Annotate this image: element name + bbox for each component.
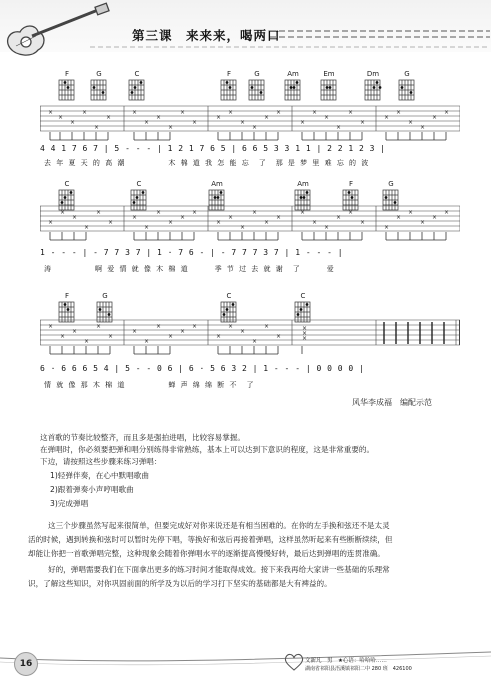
body-paragraph: 这首歌的节奏比较整齐，而且多是强拍进唱，比较容易掌握。 xyxy=(40,433,246,442)
svg-text:×: × xyxy=(72,214,78,221)
svg-text:×: × xyxy=(348,209,354,216)
svg-text:×: × xyxy=(108,333,114,340)
chord-diagram xyxy=(244,70,270,103)
jianpu-notes: 6 · 6 6 6 5 4 | 5 - - 0 6 | 6 · 5 6 3 2 | 1 - - - | 0 0 0 0 | xyxy=(40,364,365,373)
svg-text:×: × xyxy=(108,219,114,226)
svg-text:×: × xyxy=(216,219,222,226)
chord-diagram xyxy=(54,70,80,103)
body-paragraph: 这三个步骤虽然写起来很简单，但要完成好对你来说还是有相当困难的。在你的左手换和弦还不是太灵 xyxy=(48,521,390,530)
chord-name: C xyxy=(134,70,140,78)
chord-diagram xyxy=(316,70,342,103)
rhythm-stems xyxy=(40,232,460,242)
svg-text:×: × xyxy=(336,214,342,221)
svg-text:×: × xyxy=(84,338,90,345)
svg-text:×: × xyxy=(240,328,246,335)
svg-text:×: × xyxy=(420,124,426,131)
footer-wave-decoration xyxy=(0,630,491,690)
svg-text:×: × xyxy=(70,119,76,126)
chord-diagram xyxy=(394,70,420,103)
svg-text:×: × xyxy=(384,224,390,231)
chord-name: F xyxy=(348,180,354,188)
svg-text:×: × xyxy=(312,109,318,116)
svg-text:×: × xyxy=(444,209,450,216)
svg-text:×: × xyxy=(432,214,438,221)
svg-text:×: × xyxy=(324,114,330,121)
svg-text:×: × xyxy=(252,338,258,345)
svg-text:×: × xyxy=(252,124,258,131)
svg-text:×: × xyxy=(48,219,54,226)
svg-text:×: × xyxy=(72,328,78,335)
svg-text:×: × xyxy=(228,323,234,330)
svg-text:×: × xyxy=(96,323,102,330)
svg-text:×: × xyxy=(60,333,66,340)
rhythm-stems xyxy=(40,132,460,142)
svg-text:×: × xyxy=(156,114,162,121)
svg-text:×: × xyxy=(396,109,402,116)
chord-name: C xyxy=(300,292,306,300)
svg-text:×: × xyxy=(192,323,198,330)
body-paragraph: 在弹唱时，你必须要把弹和唱分别练得非常熟练，基本上可以达到下意识的程度，这是非常重要的。 xyxy=(40,445,375,454)
jianpu-notes: 4 4 1 7 6 7 | 5 - - - | 1 2 1 7 6 5 | 6 6 5 3 3 1 1 | 2 2 1 2 3 | xyxy=(40,144,386,153)
body-list-item: 3)完成弹唱 xyxy=(50,499,89,508)
chord-grid-icon xyxy=(57,79,77,103)
header-dash-rule xyxy=(270,27,490,41)
heart-icon xyxy=(284,653,304,671)
svg-text:×: × xyxy=(132,214,138,221)
svg-text:×: × xyxy=(180,214,186,221)
score-system-2 xyxy=(40,180,460,280)
chord-name: Em xyxy=(323,70,335,78)
chord-diagram xyxy=(280,70,306,103)
svg-text:×: × xyxy=(408,119,414,126)
body-paragraph: 下边，请按照这些步骤来练习弹唱： xyxy=(40,457,162,466)
svg-text:×: × xyxy=(48,323,54,330)
body-paragraph: 却能让你把一首歌弹唱完整，这种现象会随着你弹唱水平的逐渐提高慢慢好转，最后达到弹唱的连贯准确。 xyxy=(28,549,385,558)
svg-text:×: × xyxy=(132,328,138,335)
jianpu-notes: 1 - - - | - 7 7 3 7 | 1 · 7 6 - | - 7 7 7 3 7 | 1 - - - | xyxy=(40,248,344,257)
chord-name: C xyxy=(136,180,142,188)
svg-text:×: × xyxy=(240,224,246,231)
svg-text:×: × xyxy=(228,109,234,116)
body-paragraph: 识，了解这些知识，对你巩固前面的所学及为以后的学习打下坚实的基础都是大有裨益的。 xyxy=(28,579,332,588)
svg-text:×: × xyxy=(444,109,450,116)
svg-text:×: × xyxy=(94,124,100,131)
chord-name: G xyxy=(254,70,260,78)
svg-text:×: × xyxy=(96,209,102,216)
svg-text:×: × xyxy=(264,219,270,226)
chord-grid-icon xyxy=(283,79,303,103)
svg-text:×: × xyxy=(432,114,438,121)
svg-text:×: × xyxy=(168,333,174,340)
svg-text:×: × xyxy=(348,109,354,116)
svg-text:×: × xyxy=(300,119,306,126)
tab-strum-marks xyxy=(48,323,307,345)
svg-text:×: × xyxy=(216,333,222,340)
svg-text:×: × xyxy=(276,214,282,221)
svg-text:×: × xyxy=(216,114,222,121)
chord-name: G xyxy=(388,180,394,188)
chord-grid-icon xyxy=(397,79,417,103)
svg-text:×: × xyxy=(192,209,198,216)
svg-text:×: × xyxy=(144,338,150,345)
chord-name: Am xyxy=(297,180,309,188)
page-header xyxy=(0,0,491,64)
svg-text:×: × xyxy=(168,219,174,226)
svg-text:×: × xyxy=(302,335,308,342)
body-paragraph: 好的，弹唱需要我们在下面拿出更多的练习时间才能取得成效。接下来我再给大家讲一些基础的乐理常 xyxy=(48,565,390,574)
svg-text:×: × xyxy=(192,119,198,126)
svg-text:×: × xyxy=(84,224,90,231)
lyrics-line: 涛 啊 爱 情 就 像 木 棉 道 季 节 过 去 就 谢 了 爱 xyxy=(44,265,336,273)
svg-text:×: × xyxy=(58,114,64,121)
footer-contact-address: 湖南省祁阳县浯溪镇祁阳二中 280 班 426100 xyxy=(305,666,412,672)
chord-diagram xyxy=(360,70,386,103)
chord-grid-icon xyxy=(247,79,267,103)
lyrics-line: 去 年 夏 天 的 高 潮 木 棉 道 我 怎 能 忘 了 那 是 梦 里 难 忘 的 波 xyxy=(44,159,370,167)
chord-name: C xyxy=(64,180,70,188)
chord-diagram xyxy=(216,70,242,103)
svg-text:×: × xyxy=(252,209,258,216)
chord-name: C xyxy=(226,292,232,300)
chord-name: Dm xyxy=(366,70,380,78)
tab-strum-marks xyxy=(48,109,449,131)
score-system-1 xyxy=(40,70,460,170)
page-number-badge: 16 xyxy=(14,652,38,676)
svg-text:×: × xyxy=(156,209,162,216)
svg-text:×: × xyxy=(180,109,186,116)
svg-text:×: × xyxy=(312,219,318,226)
lyrics-line: 情 就 像 那 木 棉 道 蝉 声 绵 绵 断 不 了 xyxy=(44,381,255,389)
svg-text:×: × xyxy=(302,330,308,337)
chord-grid-icon xyxy=(219,79,239,103)
svg-text:×: × xyxy=(82,109,88,116)
chord-name: F xyxy=(64,70,70,78)
svg-text:×: × xyxy=(264,114,270,121)
svg-text:×: × xyxy=(144,119,150,126)
svg-text:×: × xyxy=(420,219,426,226)
svg-text:×: × xyxy=(300,209,306,216)
svg-text:×: × xyxy=(228,214,234,221)
chord-name: G xyxy=(96,70,102,78)
chord-name: F xyxy=(64,292,70,300)
svg-text:×: × xyxy=(408,209,414,216)
svg-text:×: × xyxy=(264,323,270,330)
chord-name: G xyxy=(404,70,410,78)
body-paragraph: 活的时候，遇到转换和弦时可以暂时先停下唱，等换好和弦后再接着弹唱，这样虽然听起来有些断断续续，但 xyxy=(28,535,393,544)
chord-name: F xyxy=(226,70,232,78)
chord-diagram xyxy=(86,70,112,103)
svg-text:×: × xyxy=(276,333,282,340)
svg-text:×: × xyxy=(168,124,174,131)
svg-text:×: × xyxy=(180,328,186,335)
body-list-item: 2)跟着弹奏小声哼唱歌曲 xyxy=(50,485,134,494)
chord-grid-icon xyxy=(89,79,109,103)
svg-text:×: × xyxy=(106,114,112,121)
svg-text:×: × xyxy=(132,109,138,116)
chord-grid-icon xyxy=(319,79,339,103)
rhythm-stems xyxy=(40,346,460,356)
svg-text:×: × xyxy=(240,119,246,126)
tab-strum-marks xyxy=(48,209,449,231)
svg-text:×: × xyxy=(302,325,308,332)
chord-name: Am xyxy=(287,70,299,78)
lesson-title: 第三课 来来来，喝两口 xyxy=(132,28,281,43)
footer-contact-name: 文新凡 男 ★心语：哈哈哈…… xyxy=(305,658,387,664)
header-dash-rule-lower xyxy=(90,44,490,50)
svg-text:×: × xyxy=(60,209,66,216)
svg-text:×: × xyxy=(336,124,342,131)
svg-text:×: × xyxy=(144,224,150,231)
svg-text:×: × xyxy=(156,323,162,330)
svg-text:×: × xyxy=(276,109,282,116)
score-system-3 xyxy=(40,292,460,392)
svg-text:×: × xyxy=(360,219,366,226)
chord-name: G xyxy=(102,292,108,300)
chord-grid-icon xyxy=(363,79,383,103)
chord-diagram xyxy=(124,70,150,103)
chord-name: Am xyxy=(211,180,223,188)
svg-text:×: × xyxy=(48,109,54,116)
svg-text:×: × xyxy=(384,114,390,121)
svg-text:×: × xyxy=(396,214,402,221)
arranger-credit: 风华李成福 编配示范 xyxy=(352,398,432,407)
chord-grid-icon xyxy=(127,79,147,103)
svg-text:×: × xyxy=(324,224,330,231)
body-list-item: 1)轻弹伴奏，在心中默唱歌曲 xyxy=(50,471,149,480)
svg-text:×: × xyxy=(360,119,366,126)
